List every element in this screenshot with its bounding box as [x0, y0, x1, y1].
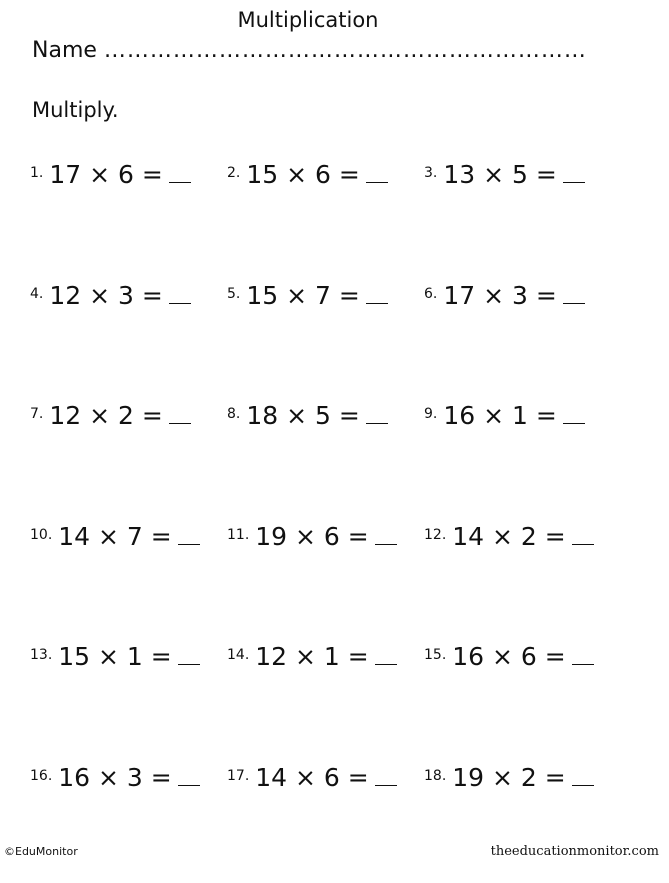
- problem-expression: 17 × 6 =: [49, 160, 162, 189]
- answer-blank: [366, 289, 388, 304]
- answer-blank: [375, 650, 397, 665]
- problem-expression: 19 × 6 =: [255, 522, 368, 551]
- problem-expression: 14 × 6 =: [255, 763, 368, 792]
- answer-blank: [178, 530, 200, 545]
- problem-number: 4.: [30, 286, 43, 302]
- problem-expression: 18 × 5 =: [246, 401, 359, 430]
- problem-number: 3.: [424, 165, 437, 181]
- problem-expression: 15 × 7 =: [246, 281, 359, 310]
- answer-blank: [572, 650, 594, 665]
- problem-item: [424, 160, 620, 281]
- problem-item: [30, 763, 227, 883]
- problem-item: [30, 281, 227, 402]
- problem-expression: 12 × 1 =: [255, 642, 368, 671]
- problem-item: [424, 281, 620, 402]
- name-dotted-line: ………………………………………………………: [104, 38, 587, 63]
- problem-item: [424, 763, 620, 883]
- problem-item: [227, 642, 424, 763]
- problem-number: 17.: [227, 768, 249, 784]
- problem-item: [30, 401, 227, 522]
- copyright-text: ©EduMonitor: [4, 845, 78, 858]
- answer-blank: [572, 771, 594, 786]
- problem-number: 14.: [227, 647, 249, 663]
- problem-item: [30, 160, 227, 281]
- problem-item: [30, 642, 227, 763]
- problem-expression: 16 × 6 =: [452, 642, 565, 671]
- answer-blank: [563, 289, 585, 304]
- problem-item: [227, 401, 424, 522]
- problem-number: 2.: [227, 165, 240, 181]
- problem-expression: 15 × 6 =: [246, 160, 359, 189]
- problem-grid: [30, 160, 620, 883]
- problem-expression: 14 × 2 =: [452, 522, 565, 551]
- problem-item: [424, 642, 620, 763]
- problem-expression: 12 × 2 =: [49, 401, 162, 430]
- problem-number: 7.: [30, 406, 43, 422]
- problem-item: [227, 281, 424, 402]
- problem-number: 12.: [424, 527, 446, 543]
- problem-number: 9.: [424, 406, 437, 422]
- name-label: Name: [32, 38, 97, 63]
- problem-number: 15.: [424, 647, 446, 663]
- problem-number: 1.: [30, 165, 43, 181]
- problem-expression: 14 × 7 =: [58, 522, 171, 551]
- worksheet-title: Multiplication: [0, 8, 616, 32]
- problem-expression: 16 × 3 =: [58, 763, 171, 792]
- problem-number: 18.: [424, 768, 446, 784]
- problem-item: [424, 401, 620, 522]
- problem-expression: 19 × 2 =: [452, 763, 565, 792]
- answer-blank: [375, 530, 397, 545]
- problem-expression: 15 × 1 =: [58, 642, 171, 671]
- problem-number: 11.: [227, 527, 249, 543]
- answer-blank: [375, 771, 397, 786]
- name-line: [32, 38, 587, 63]
- problem-expression: 12 × 3 =: [49, 281, 162, 310]
- problem-item: [227, 522, 424, 643]
- answer-blank: [169, 168, 191, 183]
- answer-blank: [169, 409, 191, 424]
- answer-blank: [178, 771, 200, 786]
- answer-blank: [169, 289, 191, 304]
- problem-expression: 17 × 3 =: [443, 281, 556, 310]
- problem-number: 10.: [30, 527, 52, 543]
- problem-number: 6.: [424, 286, 437, 302]
- instruction-text: Multiply.: [32, 98, 119, 122]
- problem-expression: 16 × 1 =: [443, 401, 556, 430]
- website-text: theeducationmonitor.com: [491, 844, 659, 859]
- problem-item: [424, 522, 620, 643]
- problem-item: [30, 522, 227, 643]
- problem-number: 16.: [30, 768, 52, 784]
- answer-blank: [366, 168, 388, 183]
- answer-blank: [563, 168, 585, 183]
- problem-number: 5.: [227, 286, 240, 302]
- problem-item: [227, 763, 424, 883]
- problem-number: 13.: [30, 647, 52, 663]
- problem-item: [227, 160, 424, 281]
- answer-blank: [178, 650, 200, 665]
- problem-expression: 13 × 5 =: [443, 160, 556, 189]
- problem-number: 8.: [227, 406, 240, 422]
- answer-blank: [563, 409, 585, 424]
- answer-blank: [366, 409, 388, 424]
- answer-blank: [572, 530, 594, 545]
